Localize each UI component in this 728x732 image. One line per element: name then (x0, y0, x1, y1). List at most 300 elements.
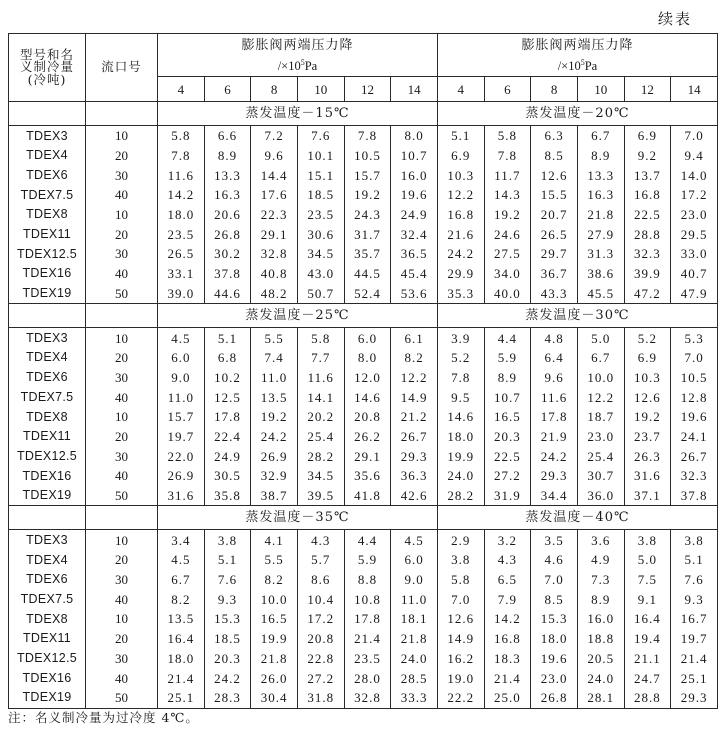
capacity-cell: 19.6 (531, 649, 578, 669)
capacity-cell: 38.6 (577, 264, 624, 284)
table-row (9, 668, 718, 688)
capacity-cell: 30.4 (251, 688, 298, 708)
model-cell: TDEX4 (9, 348, 86, 368)
model-cell: TDEX8 (9, 407, 86, 427)
table-row (9, 328, 718, 348)
capacity-cell: 14.6 (344, 387, 391, 407)
capacity-cell: 5.5 (251, 550, 298, 570)
port-cell: 40 (86, 387, 158, 407)
capacity-cell: 6.9 (624, 126, 671, 146)
model-cell: TDEX7.5 (9, 185, 86, 205)
blank-cell (86, 102, 158, 126)
capacity-cell: 30.2 (204, 244, 251, 264)
capacity-cell: 52.4 (344, 284, 391, 304)
capacity-cell: 11.6 (297, 368, 344, 388)
capacity-cell: 5.0 (577, 328, 624, 348)
capacity-cell: 11.7 (484, 165, 531, 185)
capacity-cell: 7.6 (204, 570, 251, 590)
capacity-cell: 12.5 (204, 387, 251, 407)
capacity-cell: 12.2 (437, 185, 484, 205)
capacity-cell: 14.2 (158, 185, 205, 205)
capacity-cell: 19.2 (251, 407, 298, 427)
pressure-header-cell: 4 (437, 77, 484, 102)
port-cell: 50 (86, 688, 158, 708)
port-cell: 50 (86, 486, 158, 506)
capacity-cell: 11.0 (251, 368, 298, 388)
port-cell: 20 (86, 146, 158, 166)
capacity-cell: 50.7 (297, 284, 344, 304)
capacity-cell: 27.2 (297, 668, 344, 688)
model-cell: TDEX7.5 (9, 589, 86, 609)
capacity-cell: 6.6 (204, 126, 251, 146)
capacity-cell: 25.4 (577, 446, 624, 466)
capacity-cell: 7.0 (671, 126, 718, 146)
capacity-cell: 23.5 (344, 649, 391, 669)
pressure-header-cell: 10 (297, 77, 344, 102)
capacity-cell: 9.1 (624, 589, 671, 609)
capacity-cell: 12.2 (577, 387, 624, 407)
capacity-cell: 25.1 (671, 668, 718, 688)
capacity-cell: 37.8 (204, 264, 251, 284)
capacity-cell: 24.2 (437, 244, 484, 264)
capacity-cell: 8.9 (577, 589, 624, 609)
capacity-cell: 16.4 (158, 629, 205, 649)
capacity-cell: 28.8 (624, 224, 671, 244)
capacity-cell: 20.6 (204, 205, 251, 225)
port-cell: 20 (86, 550, 158, 570)
capacity-cell: 14.9 (437, 629, 484, 649)
capacity-cell: 36.3 (391, 466, 438, 486)
capacity-cell: 14.3 (484, 185, 531, 205)
port-cell: 30 (86, 446, 158, 466)
capacity-cell: 29.5 (671, 224, 718, 244)
evaporation-temperature-header: 蒸发温度－40℃ (437, 506, 717, 530)
capacity-cell: 21.6 (437, 224, 484, 244)
capacity-cell: 31.8 (297, 688, 344, 708)
capacity-cell: 26.8 (204, 224, 251, 244)
capacity-cell: 14.2 (484, 609, 531, 629)
capacity-cell: 28.0 (344, 668, 391, 688)
capacity-cell: 13.5 (251, 387, 298, 407)
capacity-cell: 28.2 (297, 446, 344, 466)
capacity-cell: 24.2 (251, 427, 298, 447)
table-row (9, 550, 718, 570)
temperature-header-row (9, 102, 718, 126)
capacity-cell: 18.3 (484, 649, 531, 669)
capacity-cell: 39.5 (297, 486, 344, 506)
capacity-cell: 41.8 (344, 486, 391, 506)
capacity-cell: 21.9 (531, 427, 578, 447)
capacity-cell: 35.6 (344, 466, 391, 486)
capacity-cell: 7.0 (671, 348, 718, 368)
capacity-cell: 10.1 (297, 146, 344, 166)
capacity-cell: 32.3 (671, 466, 718, 486)
capacity-cell: 5.8 (297, 328, 344, 348)
capacity-cell: 23.5 (297, 205, 344, 225)
capacity-cell: 12.0 (344, 368, 391, 388)
capacity-cell: 9.3 (671, 589, 718, 609)
capacity-cell: 11.0 (158, 387, 205, 407)
capacity-cell: 8.8 (344, 570, 391, 590)
capacity-cell: 24.2 (204, 668, 251, 688)
capacity-cell: 18.1 (391, 609, 438, 629)
capacity-cell: 24.7 (624, 668, 671, 688)
capacity-cell: 5.1 (204, 328, 251, 348)
port-cell: 30 (86, 165, 158, 185)
capacity-cell: 29.3 (671, 688, 718, 708)
capacity-cell: 3.8 (671, 530, 718, 550)
capacity-cell: 35.8 (204, 486, 251, 506)
capacity-cell: 21.8 (577, 205, 624, 225)
pressure-header-cell: 12 (344, 77, 391, 102)
capacity-cell: 4.6 (531, 550, 578, 570)
capacity-cell: 39.0 (158, 284, 205, 304)
capacity-cell: 15.1 (297, 165, 344, 185)
capacity-cell: 18.0 (437, 427, 484, 447)
capacity-cell: 19.9 (251, 629, 298, 649)
capacity-cell: 4.5 (158, 328, 205, 348)
capacity-cell: 21.1 (624, 649, 671, 669)
model-header-line: 型号和名 (19, 46, 74, 62)
blank-cell (9, 102, 86, 126)
capacity-cell: 19.2 (484, 205, 531, 225)
capacity-cell: 31.6 (624, 466, 671, 486)
pressure-header-cell: 6 (204, 77, 251, 102)
capacity-cell: 19.6 (391, 185, 438, 205)
capacity-cell: 24.0 (577, 668, 624, 688)
capacity-cell: 23.5 (158, 224, 205, 244)
evaporation-temperature-header: 蒸发温度－35℃ (158, 506, 438, 530)
model-cell: TDEX11 (9, 224, 86, 244)
capacity-cell: 19.7 (671, 629, 718, 649)
table-row (9, 244, 718, 264)
footnote: 注：名义制冷量为过冷度 4℃。 (8, 710, 199, 725)
capacity-cell: 37.1 (624, 486, 671, 506)
capacity-cell: 10.8 (344, 589, 391, 609)
capacity-cell: 21.4 (344, 629, 391, 649)
capacity-cell: 16.5 (484, 407, 531, 427)
capacity-cell: 13.7 (624, 165, 671, 185)
capacity-cell: 26.9 (251, 446, 298, 466)
capacity-cell: 21.4 (671, 649, 718, 669)
capacity-cell: 25.1 (158, 688, 205, 708)
table-row (9, 530, 718, 550)
table-row (9, 486, 718, 506)
pressure-unit-left (158, 56, 438, 77)
capacity-cell: 26.5 (531, 224, 578, 244)
port-cell: 10 (86, 407, 158, 427)
model-cell: TDEX7.5 (9, 387, 86, 407)
port-cell: 10 (86, 126, 158, 146)
capacity-cell: 10.4 (297, 589, 344, 609)
capacity-cell: 20.3 (484, 427, 531, 447)
capacity-cell: 23.0 (531, 668, 578, 688)
capacity-cell: 29.9 (437, 264, 484, 284)
capacity-cell: 20.5 (577, 649, 624, 669)
pressure-header-cell: 4 (158, 77, 205, 102)
table-row (9, 427, 718, 447)
capacity-cell: 12.8 (671, 387, 718, 407)
capacity-cell: 3.8 (437, 550, 484, 570)
model-cell: TDEX4 (9, 550, 86, 570)
port-cell: 10 (86, 530, 158, 550)
capacity-cell: 9.3 (204, 589, 251, 609)
capacity-cell: 7.8 (158, 146, 205, 166)
capacity-cell: 35.7 (344, 244, 391, 264)
capacity-cell: 43.3 (531, 284, 578, 304)
capacity-cell: 7.2 (251, 126, 298, 146)
capacity-cell: 10.0 (577, 368, 624, 388)
port-cell: 10 (86, 609, 158, 629)
temperature-header-row (9, 304, 718, 328)
model-cell: TDEX12.5 (9, 244, 86, 264)
capacity-cell: 19.9 (437, 446, 484, 466)
table-row (9, 264, 718, 284)
table-row (9, 649, 718, 669)
capacity-cell: 8.9 (484, 368, 531, 388)
capacity-cell: 45.5 (577, 284, 624, 304)
capacity-cell: 8.0 (344, 348, 391, 368)
port-column-header: 流口号 (86, 34, 158, 102)
unit-prefix: /×10 (557, 59, 581, 74)
capacity-cell: 25.0 (484, 688, 531, 708)
capacity-cell: 18.8 (577, 629, 624, 649)
capacity-cell: 32.3 (624, 244, 671, 264)
capacity-cell: 23.0 (671, 205, 718, 225)
capacity-cell: 9.6 (531, 368, 578, 388)
capacity-cell: 6.5 (484, 570, 531, 590)
capacity-cell: 28.5 (391, 668, 438, 688)
capacity-cell: 17.6 (251, 185, 298, 205)
capacity-cell: 13.5 (158, 609, 205, 629)
port-cell: 20 (86, 348, 158, 368)
capacity-cell: 26.7 (671, 446, 718, 466)
capacity-cell: 24.9 (204, 446, 251, 466)
capacity-cell: 21.8 (391, 629, 438, 649)
model-cell: TDEX8 (9, 609, 86, 629)
capacity-cell: 9.0 (158, 368, 205, 388)
capacity-cell: 14.9 (391, 387, 438, 407)
pressure-header-cell: 8 (251, 77, 298, 102)
blank-cell (86, 304, 158, 328)
capacity-cell: 24.6 (484, 224, 531, 244)
capacity-cell: 37.8 (671, 486, 718, 506)
table-row (9, 368, 718, 388)
capacity-cell: 28.1 (577, 688, 624, 708)
capacity-cell: 34.0 (484, 264, 531, 284)
capacity-cell: 5.8 (484, 126, 531, 146)
capacity-cell: 3.9 (437, 328, 484, 348)
capacity-cell: 43.0 (297, 264, 344, 284)
table-row (9, 126, 718, 146)
model-cell: TDEX19 (9, 688, 86, 708)
capacity-cell: 36.0 (577, 486, 624, 506)
capacity-cell: 10.0 (251, 589, 298, 609)
capacity-cell: 21.4 (484, 668, 531, 688)
capacity-cell: 5.1 (437, 126, 484, 146)
capacity-cell: 21.8 (251, 649, 298, 669)
capacity-cell: 7.7 (297, 348, 344, 368)
capacity-cell: 17.8 (344, 609, 391, 629)
capacity-cell: 22.8 (297, 649, 344, 669)
capacity-cell: 5.9 (484, 348, 531, 368)
capacity-cell: 19.7 (158, 427, 205, 447)
capacity-cell: 8.5 (531, 146, 578, 166)
capacity-cell: 29.7 (531, 244, 578, 264)
port-cell: 50 (86, 284, 158, 304)
capacity-cell: 18.5 (204, 629, 251, 649)
table-row (9, 629, 718, 649)
capacity-cell: 20.7 (531, 205, 578, 225)
capacity-cell: 6.1 (391, 328, 438, 348)
capacity-cell: 40.8 (251, 264, 298, 284)
capacity-cell: 16.3 (204, 185, 251, 205)
capacity-cell: 24.9 (391, 205, 438, 225)
capacity-cell: 22.3 (251, 205, 298, 225)
evaporation-temperature-header: 蒸发温度－30℃ (437, 304, 717, 328)
capacity-cell: 19.6 (671, 407, 718, 427)
capacity-cell: 16.3 (577, 185, 624, 205)
port-cell: 20 (86, 427, 158, 447)
capacity-cell: 32.9 (251, 466, 298, 486)
capacity-cell: 10.7 (484, 387, 531, 407)
pressure-header-cell: 10 (577, 77, 624, 102)
capacity-cell: 24.0 (437, 466, 484, 486)
capacity-cell: 30.6 (297, 224, 344, 244)
capacity-cell: 39.9 (624, 264, 671, 284)
capacity-cell: 5.7 (297, 550, 344, 570)
capacity-cell: 16.2 (437, 649, 484, 669)
capacity-cell: 10.3 (437, 165, 484, 185)
capacity-cell: 6.3 (531, 126, 578, 146)
capacity-cell: 17.2 (297, 609, 344, 629)
capacity-cell: 8.6 (297, 570, 344, 590)
capacity-cell: 22.5 (624, 205, 671, 225)
capacity-cell: 16.8 (624, 185, 671, 205)
continued-label: 续表 (657, 10, 692, 28)
pressure-header-cell: 14 (671, 77, 718, 102)
capacity-cell: 6.8 (204, 348, 251, 368)
capacity-cell: 29.3 (391, 446, 438, 466)
capacity-cell: 36.7 (531, 264, 578, 284)
pressure-drop-header-left: 膨胀阀两端压力降 (158, 34, 438, 57)
capacity-cell: 5.3 (671, 328, 718, 348)
capacity-cell: 23.0 (577, 427, 624, 447)
capacity-cell: 40.0 (484, 284, 531, 304)
model-cell: TDEX11 (9, 427, 86, 447)
capacity-cell: 9.4 (671, 146, 718, 166)
capacity-cell: 7.8 (437, 368, 484, 388)
capacity-cell: 7.0 (531, 570, 578, 590)
port-cell: 40 (86, 264, 158, 284)
capacity-cell: 11.6 (531, 387, 578, 407)
capacity-cell: 48.2 (251, 284, 298, 304)
port-cell: 10 (86, 328, 158, 348)
port-cell: 30 (86, 649, 158, 669)
model-cell: TDEX6 (9, 165, 86, 185)
capacity-cell: 13.3 (577, 165, 624, 185)
capacity-cell: 24.0 (391, 649, 438, 669)
capacity-cell: 22.2 (437, 688, 484, 708)
capacity-cell: 16.7 (671, 609, 718, 629)
blank-cell (9, 506, 86, 530)
capacity-cell: 8.5 (531, 589, 578, 609)
table-row (9, 387, 718, 407)
capacity-cell: 23.7 (624, 427, 671, 447)
capacity-cell: 19.4 (624, 629, 671, 649)
capacity-cell: 7.0 (437, 589, 484, 609)
capacity-cell: 30.7 (577, 466, 624, 486)
capacity-cell: 18.0 (158, 205, 205, 225)
capacity-cell: 31.6 (158, 486, 205, 506)
capacity-cell: 47.9 (671, 284, 718, 304)
capacity-cell: 7.8 (484, 146, 531, 166)
capacity-cell: 12.6 (531, 165, 578, 185)
capacity-cell: 14.4 (251, 165, 298, 185)
pressure-header-cell: 8 (531, 77, 578, 102)
model-header-line: 义制冷量 (19, 59, 74, 75)
capacity-cell: 31.3 (577, 244, 624, 264)
capacity-cell: 13.3 (204, 165, 251, 185)
port-cell: 30 (86, 244, 158, 264)
capacity-cell: 26.9 (158, 466, 205, 486)
capacity-cell: 7.6 (297, 126, 344, 146)
table-row (9, 224, 718, 244)
capacity-cell: 9.0 (391, 570, 438, 590)
capacity-cell: 22.5 (484, 446, 531, 466)
model-cell: TDEX19 (9, 284, 86, 304)
capacity-cell: 15.3 (204, 609, 251, 629)
capacity-cell: 4.4 (344, 530, 391, 550)
capacity-cell: 4.5 (391, 530, 438, 550)
capacity-cell: 6.9 (437, 146, 484, 166)
capacity-cell: 10.3 (624, 368, 671, 388)
capacity-cell: 6.4 (531, 348, 578, 368)
capacity-table (8, 33, 718, 709)
table-row (9, 407, 718, 427)
model-column-header (9, 34, 86, 102)
capacity-cell: 5.1 (204, 550, 251, 570)
capacity-cell: 6.7 (577, 348, 624, 368)
temperature-header-row (9, 506, 718, 530)
model-cell: TDEX6 (9, 570, 86, 590)
capacity-cell: 12.2 (391, 368, 438, 388)
capacity-cell: 15.7 (344, 165, 391, 185)
capacity-cell: 7.4 (251, 348, 298, 368)
model-cell: TDEX8 (9, 205, 86, 225)
capacity-cell: 4.4 (484, 328, 531, 348)
capacity-cell: 47.2 (624, 284, 671, 304)
port-cell: 40 (86, 466, 158, 486)
capacity-cell: 7.6 (671, 570, 718, 590)
capacity-cell: 14.0 (671, 165, 718, 185)
capacity-cell: 19.2 (624, 407, 671, 427)
table-row (9, 348, 718, 368)
capacity-cell: 30.5 (204, 466, 251, 486)
capacity-cell: 32.8 (251, 244, 298, 264)
pressure-header-cell: 12 (624, 77, 671, 102)
port-cell: 20 (86, 629, 158, 649)
model-cell: TDEX3 (9, 126, 86, 146)
unit-suffix: Pa (304, 59, 318, 74)
unit-exponent: 5 (300, 58, 305, 68)
capacity-cell: 4.3 (484, 550, 531, 570)
capacity-cell: 4.8 (531, 328, 578, 348)
table-row (9, 609, 718, 629)
capacity-cell: 7.5 (624, 570, 671, 590)
capacity-cell: 29.1 (251, 224, 298, 244)
capacity-cell: 24.3 (344, 205, 391, 225)
